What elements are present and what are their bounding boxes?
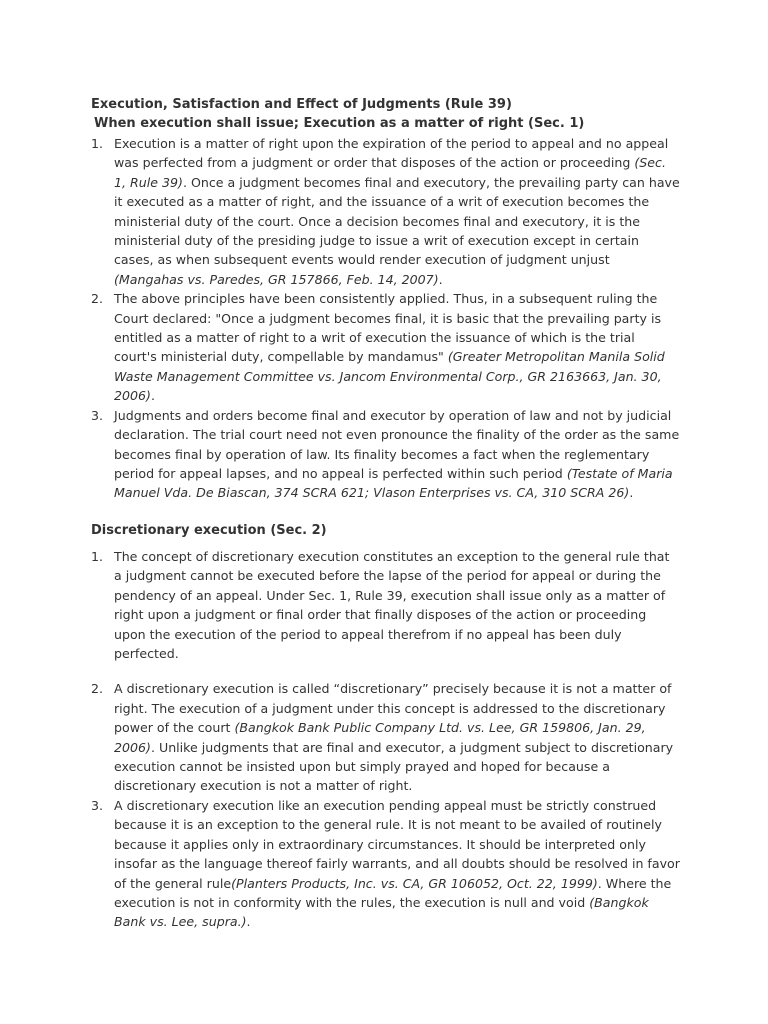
section-heading-sec1: When execution shall issue; Execution as a matter of right (Sec. 1) — [94, 116, 585, 131]
paragraph-text: . — [246, 914, 251, 930]
document-title: Execution, Satisfaction and Effect of Judgments (Rule 39) — [91, 97, 512, 112]
list-number: 1. — [91, 136, 104, 151]
paragraph-text: Execution is a matter of right upon the expiration of the period to appeal and no appeal was perfected from a judgment or order that disposes of the action or proceeding — [114, 136, 669, 171]
paragraph-text: Judgments and orders become final and executor by operation of law and not by judicial declaration. The trial court need not even pronounce the finality of the order as the same becomes final by operation of law. Its finality becomes a fact when the reglementary period for appeal lapses, and no appeal is perfected within such period — [114, 407, 680, 481]
list-number: 2. — [91, 681, 104, 697]
citation: (Bangkok Bank vs. Lee, supra.) — [114, 894, 649, 930]
citation: (Planters Products, Inc. vs. CA, GR 106052, Oct. 22, 1999) — [231, 875, 598, 891]
list-item — [91, 289, 681, 405]
citation: (Bangkok Bank Public Company Ltd. vs. Lee, GR 159806, Jan. 29, 2006) — [114, 720, 646, 755]
section-heading-sec2: Discretionary execution (Sec. 2) — [91, 523, 327, 538]
citation: (Sec. 1, Rule 39) — [114, 155, 666, 190]
sec1-list — [91, 134, 681, 503]
list-item — [91, 796, 681, 932]
paragraph-text: . — [438, 271, 443, 287]
list-item — [91, 547, 681, 663]
paragraph-text: . — [150, 388, 155, 404]
list-item — [91, 134, 681, 289]
sec2-list — [91, 547, 681, 932]
paragraph-text: A discretionary execution like an execution pending appeal must be strictly construed because it is an exception to the general rule. It is not meant to be availed of routinely because it applies only in extraordinary circumstances. It should be interpreted only insofar as the language thereof fairly warrants, and all doubts should be resolved in favor of the general rule — [114, 797, 680, 891]
paragraph-text: . — [629, 485, 634, 501]
citation: (Testate of Maria Manuel Vda. De Biascan, 374 SCRA 621; Vlason Enterprises vs. CA, 310 SCRA 26) — [114, 465, 673, 501]
citation: (Greater Metropolitan Manila Solid Waste Management Committee vs. Jancom Environmental Corp., GR 2163663, Jan. 30, 2006) — [114, 349, 665, 404]
paragraph-text: A discretionary execution is called “discretionary” precisely because it is not a matter of right. The execution of a judgment under this concept is addressed to the discretionary power of the court — [114, 681, 672, 736]
list-item — [91, 406, 681, 503]
list-number: 3. — [91, 797, 104, 813]
paragraph-text: The concept of discretionary execution constitutes an exception to the general rule that a judgment cannot be executed before the lapse of the period for appeal or during the pendency of an appeal. Under Sec. 1, Rule 39, execution shall issue only as a matter of right upon a judgment or final order that finally disposes of the action or proceeding upon the execution of the period to appeal therefrom if no appeal has been duly perfected. — [114, 549, 670, 662]
list-number: 1. — [91, 549, 104, 564]
paragraph-text: . Once a judgment becomes final and executory, the prevailing party can have it executed as a matter of right, and the issuance of a writ of execution becomes the ministerial duty of the court. Once a decision becomes final and executory, it is the ministerial duty of the presiding judge to issue a writ of execution except in certain cases, as when subsequent events would render execution of judgment unjust — [114, 174, 680, 268]
list-item — [91, 679, 681, 795]
paragraph-text: The above principles have been consistently applied. Thus, in a subsequent ruling the Court declared: "Once a judgment becomes final, it is basic that the prevailing party is entitled as a matter of right to a writ of execution the issuance of which is the trial court's ministerial duty, compellable by mandamus" — [114, 291, 662, 365]
list-number: 3. — [91, 407, 104, 423]
list-number: 2. — [91, 291, 104, 307]
paragraph-text: . Where the execution is not in conformity with the rules, the execution is null and void — [114, 875, 672, 910]
citation: (Mangahas vs. Paredes, GR 157866, Feb. 14, 2007) — [114, 271, 439, 287]
paragraph-text: . Unlike judgments that are final and executor, a judgment subject to discretionary execution cannot be insisted upon but simply prayed and hoped for because a discretionary execution is not a matter of right. — [114, 739, 674, 794]
